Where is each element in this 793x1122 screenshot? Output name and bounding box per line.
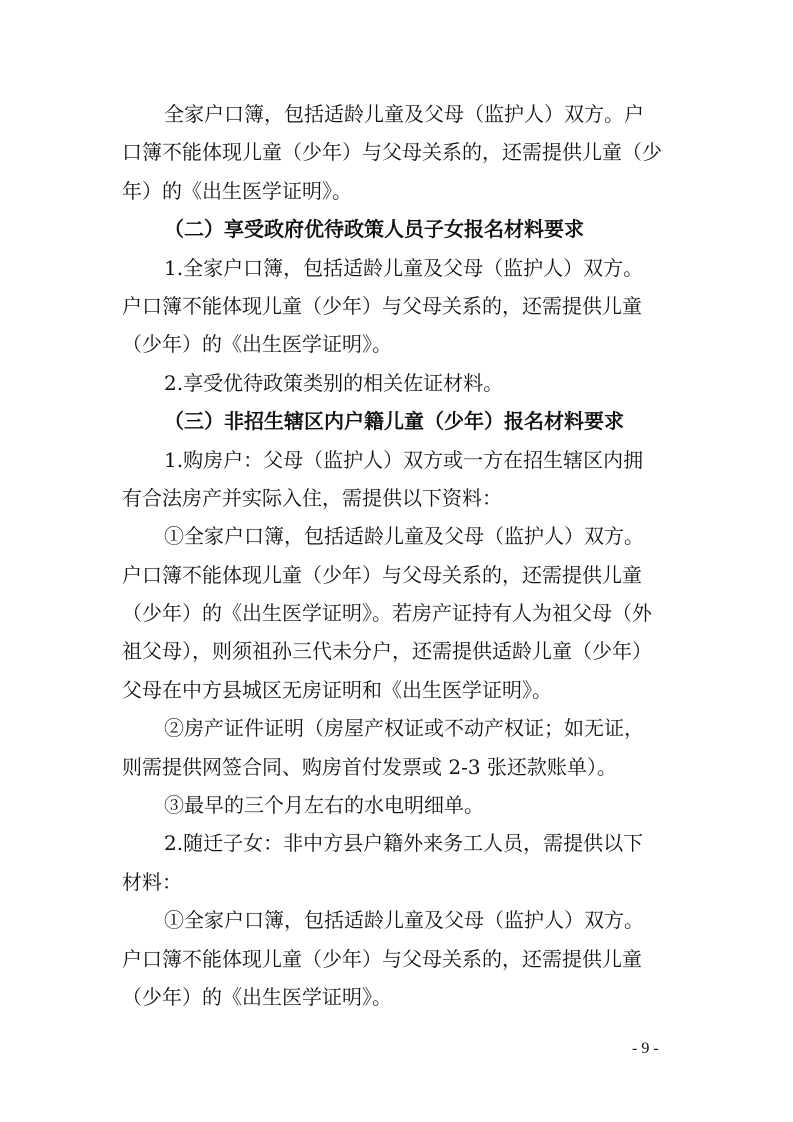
text-line: 祖父母），则须祖孙三代未分户，还需提供适龄儿童（少年）: [122, 639, 652, 664]
text-line: 1.全家户口簿，包括适龄儿童及父母（监护人）双方。: [164, 255, 644, 280]
text-line: 有合法房产并实际入住，需提供以下资料：: [122, 485, 502, 510]
text-line: 1.购房户：父母（监护人）双方或一方在招生辖区内拥: [164, 447, 644, 472]
text-line: （少年）的《出生医学证明》。若房产证持有人为祖父母（外: [122, 601, 652, 626]
text-line: 材料：: [122, 869, 182, 894]
text-line: 年）的《出生医学证明》。: [122, 178, 352, 203]
text-line: 全家户口簿，包括适龄儿童及父母（监护人）双方。户: [164, 102, 644, 126]
text-line: 口簿不能体现儿童（少年）与父母关系的，还需提供儿童（少: [122, 140, 662, 165]
section-heading-2: （二）享受政府优待政策人员子女报名材料要求: [164, 217, 584, 242]
text-line: ③最早的三个月左右的水电明细单。: [164, 793, 484, 818]
text-line: ②房产证件证明（房屋产权证或不动产权证；如无证，: [164, 716, 644, 741]
text-line: 2.享受优待政策类别的相关佐证材料。: [164, 370, 504, 395]
section-heading-3: （三）非招生辖区内户籍儿童（少年）报名材料要求: [164, 409, 624, 434]
text-line: （少年）的《出生医学证明》。: [122, 332, 392, 357]
text-line: 户口簿不能体现儿童（少年）与父母关系的，还需提供儿童: [122, 293, 642, 318]
text-line: 2.随迁子女：非中方县户籍外来务工人员，需提供以下: [164, 831, 644, 856]
text-line: （少年）的《出生医学证明》。: [122, 984, 392, 1009]
text-line: 户口簿不能体现儿童（少年）与父母关系的，还需提供儿童: [122, 562, 642, 587]
text-line: 则需提供网签合同、购房首付发票或 2-3 张还款账单）。: [122, 754, 617, 779]
text-line: ①全家户口簿，包括适龄儿童及父母（监护人）双方。: [164, 908, 644, 933]
text-line: 户口簿不能体现儿童（少年）与父母关系的，还需提供儿童: [122, 946, 642, 971]
text-line: 父母在中方县城区无房证明和《出生医学证明》。: [122, 677, 552, 702]
page-number: - 9 -: [632, 1040, 659, 1057]
document-body: [122, 95, 678, 1016]
text-line: ①全家户口簿，包括适龄儿童及父母（监护人）双方。: [164, 524, 644, 549]
